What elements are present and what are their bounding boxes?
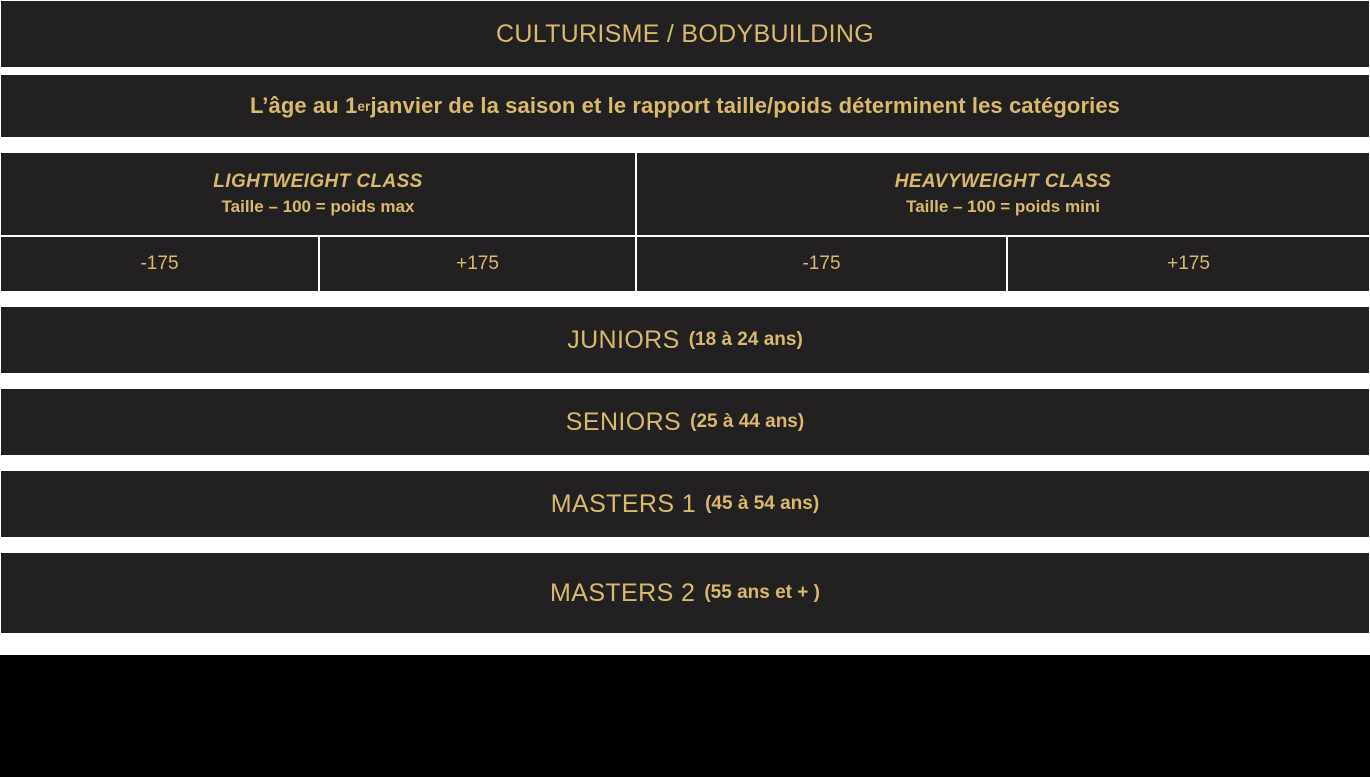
height-cell-heavyweight-over175: +175: [1007, 236, 1370, 292]
height-cell-lightweight-under175: -175: [0, 236, 319, 292]
category-name-seniors: SENIORS: [565, 407, 682, 436]
class-cell-lightweight: [0, 152, 636, 236]
subtitle-text-post: janvier de la saison et le rapport taille/poids déterminent les catégories: [370, 93, 1121, 118]
category-age-masters2: (55 ans et + ): [704, 582, 820, 603]
category-name-masters1: MASTERS 1: [550, 489, 697, 518]
subtitle-ordinal-suffix: er: [357, 98, 371, 114]
category-band-juniors: [0, 306, 1370, 374]
category-band-masters2: [0, 552, 1370, 634]
category-age-masters1: (45 à 54 ans): [705, 493, 820, 514]
class-rule-lightweight: Taille – 100 = poids max: [221, 197, 415, 216]
class-name-lightweight: LIGHTWEIGHT CLASS: [213, 171, 423, 192]
category-name-juniors: JUNIORS: [567, 325, 680, 354]
spacer-seniors-masters1: [0, 456, 1370, 470]
height-subdivision-row: [0, 236, 1370, 292]
spacer-subtitle-classes: [0, 138, 1370, 152]
document-subtitle: [0, 74, 1370, 138]
spacer-masters1-masters2: [0, 538, 1370, 552]
class-cell-heavyweight: [636, 152, 1370, 236]
class-rule-heavyweight: Taille – 100 = poids mini: [906, 197, 1100, 216]
category-band-masters1: [0, 470, 1370, 538]
category-band-seniors: [0, 388, 1370, 456]
class-name-heavyweight: HEAVYWEIGHT CLASS: [894, 171, 1112, 192]
category-name-masters2: MASTERS 2: [550, 578, 696, 607]
height-cell-heavyweight-under175: -175: [636, 236, 1007, 292]
document-title-text: CULTURISME / BODYBUILDING: [496, 19, 874, 48]
height-cell-lightweight-over175: +175: [319, 236, 636, 292]
spacer-classes-juniors: [0, 292, 1370, 306]
category-age-seniors: (25 à 44 ans): [690, 411, 805, 432]
subtitle-text-pre: L’âge au 1: [249, 93, 358, 118]
document-title: [0, 0, 1370, 68]
spacer-juniors-seniors: [0, 374, 1370, 388]
category-age-juniors: (18 à 24 ans): [688, 329, 803, 350]
footer-strip: [0, 655, 1370, 661]
weight-classes-row: [0, 152, 1370, 236]
